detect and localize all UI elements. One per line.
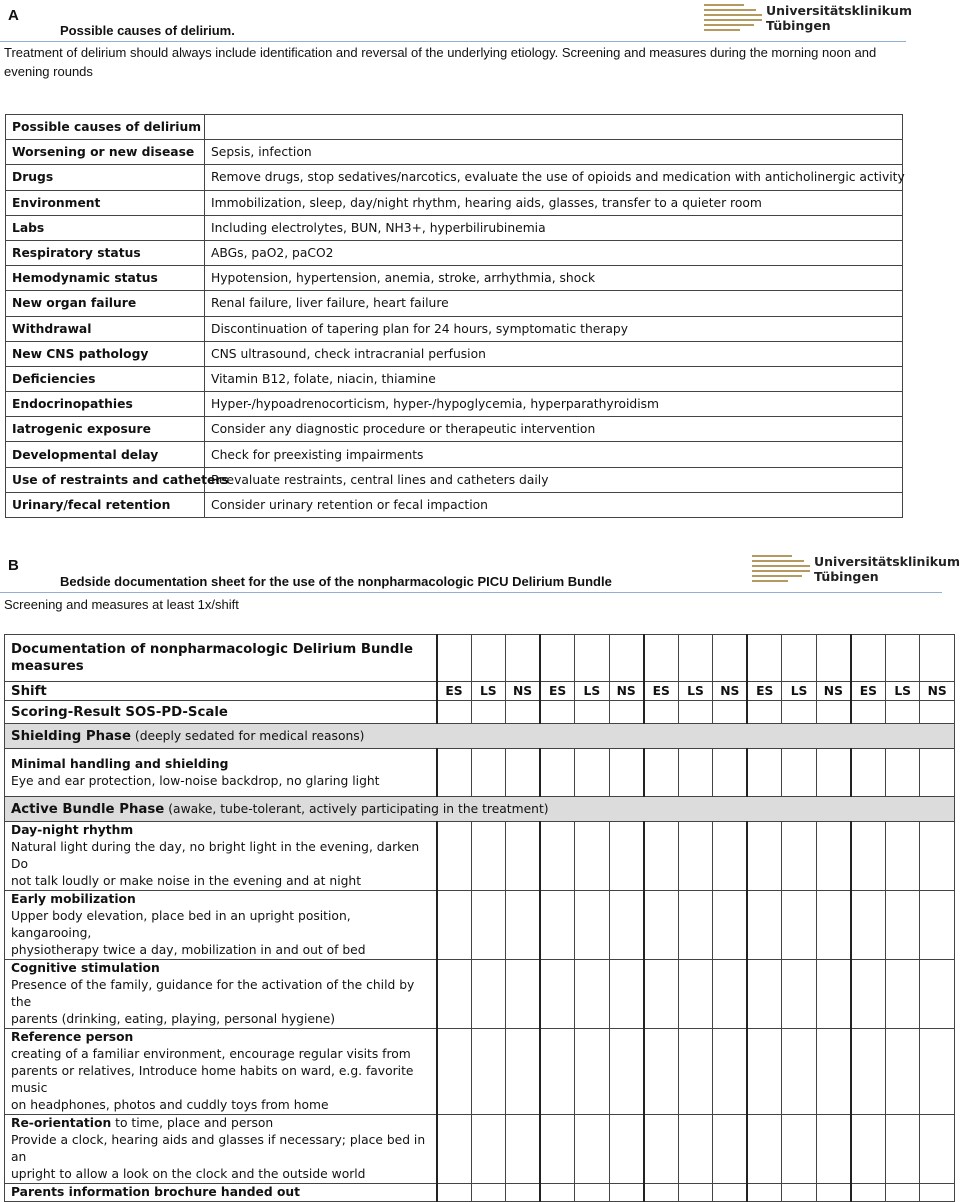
phase-note: (deeply sedated for medical reasons) [134, 728, 365, 743]
bundle-item-name: Minimal handling and shielding [11, 756, 229, 771]
checkbox-cell[interactable] [713, 1115, 748, 1184]
shift-label: LS [678, 682, 713, 701]
checkbox-cell[interactable] [851, 1184, 886, 1202]
checkbox-cell[interactable] [816, 822, 851, 891]
checkbox-cell[interactable] [471, 635, 506, 682]
checkbox-cell[interactable] [540, 822, 575, 891]
bundle-item-row [5, 960, 955, 1029]
shift-label: NS [816, 682, 851, 701]
checkbox-cell[interactable] [747, 701, 782, 724]
active-phase-header [5, 797, 955, 822]
bundle-item-desc-line: parents or relatives, Introduce home habits on ward, e.g. favorite music [11, 1064, 414, 1095]
bundle-item-desc-line: upright to allow a look on the clock and the outside world [11, 1167, 366, 1181]
shift-label: NS [506, 682, 541, 701]
panel-a-title: Possible causes of delirium. [60, 23, 235, 38]
measure-cell: Discontinuation of tapering plan for 24 hours, symptomatic therapy [205, 316, 903, 341]
measure-cell: Remove drugs, stop sedatives/narcotics, evaluate the use of opioids and medication with anticholinergic activity [205, 165, 903, 190]
checkbox-cell[interactable] [471, 960, 506, 1029]
table-row [6, 140, 903, 165]
checkbox-cell[interactable] [437, 635, 472, 682]
checkbox-cell[interactable] [609, 822, 644, 891]
checkbox-cell[interactable] [575, 822, 610, 891]
checkbox-cell[interactable] [713, 1184, 748, 1202]
checkbox-cell[interactable] [575, 701, 610, 724]
logo-b-line2: Tübingen [814, 569, 879, 584]
checkbox-cell[interactable] [782, 635, 817, 682]
phase-row [5, 797, 955, 822]
table-row [6, 215, 903, 240]
table-row [6, 190, 903, 215]
checkbox-cell[interactable] [644, 1184, 679, 1202]
table-row [6, 417, 903, 442]
checkbox-cell[interactable] [644, 1029, 679, 1115]
bundle-item-title [11, 960, 430, 977]
table-row [6, 366, 903, 391]
cause-cell: Use of restraints and catheters [6, 467, 205, 492]
cause-cell: Environment [6, 190, 205, 215]
measure-cell: Hyper-/hypoadrenocorticism, hyper-/hypoglycemia, hyperparathyroidism [205, 392, 903, 417]
shift-label: NS [713, 682, 748, 701]
cause-cell: Developmental delay [6, 442, 205, 467]
checkbox-cell[interactable] [609, 749, 644, 797]
shift-label: ES [540, 682, 575, 701]
checkbox-cell[interactable] [713, 960, 748, 1029]
checkbox-cell[interactable] [782, 1184, 817, 1202]
checkbox-cell[interactable] [747, 891, 782, 960]
checkbox-cell[interactable] [437, 1184, 472, 1202]
bundle-item-title [11, 1029, 430, 1046]
shift-label: LS [471, 682, 506, 701]
checkbox-cell[interactable] [920, 960, 955, 1029]
bundle-item-row [5, 749, 955, 797]
shift-label-cell: Shift [5, 682, 437, 701]
cause-cell: Urinary/fecal retention [6, 492, 205, 517]
bundle-item-title [11, 756, 430, 773]
cause-cell: New CNS pathology [6, 341, 205, 366]
checkbox-cell[interactable] [575, 749, 610, 797]
table-row [6, 392, 903, 417]
bundle-item-name: Re-orientation [11, 1116, 112, 1130]
checkbox-cell[interactable] [506, 1029, 541, 1115]
measure-cell: ABGs, paO2, paCO2 [205, 240, 903, 265]
measure-cell: Consider any diagnostic procedure or therapeutic intervention [205, 417, 903, 442]
bundle-item-label [5, 822, 437, 891]
causes-table-header: Possible causes of delirium [6, 115, 205, 140]
shift-label: ES [644, 682, 679, 701]
checkbox-cell[interactable] [678, 1029, 713, 1115]
checkbox-cell[interactable] [540, 960, 575, 1029]
table-row [6, 165, 903, 190]
phase-row [5, 724, 955, 749]
checkbox-cell[interactable] [920, 1115, 955, 1184]
checkbox-cell[interactable] [713, 891, 748, 960]
checkbox-cell[interactable] [437, 891, 472, 960]
bundle-item-label [5, 960, 437, 1029]
checkbox-cell[interactable] [644, 822, 679, 891]
checkbox-cell[interactable] [575, 960, 610, 1029]
checkbox-cell[interactable] [540, 1029, 575, 1115]
checkbox-cell[interactable] [540, 749, 575, 797]
checkbox-cell[interactable] [540, 701, 575, 724]
shift-label: NS [920, 682, 955, 701]
checkbox-cell[interactable] [747, 635, 782, 682]
panel-a-letter: A [8, 7, 19, 24]
checkbox-cell[interactable] [678, 1184, 713, 1202]
bundle-item-desc-line: Natural light during the day, no bright light in the evening, darken Do [11, 840, 420, 871]
checkbox-cell[interactable] [713, 749, 748, 797]
checkbox-cell[interactable] [644, 960, 679, 1029]
checkbox-cell[interactable] [644, 635, 679, 682]
checkbox-cell[interactable] [816, 960, 851, 1029]
checkbox-cell[interactable] [437, 822, 472, 891]
bundle-table-title: Documentation of nonpharmacologic Delirium Bundle measures [5, 635, 437, 682]
checkbox-cell[interactable] [609, 1029, 644, 1115]
checkbox-cell[interactable] [506, 701, 541, 724]
checkbox-cell[interactable] [747, 1029, 782, 1115]
checkbox-cell[interactable] [575, 635, 610, 682]
cause-cell: Withdrawal [6, 316, 205, 341]
checkbox-cell[interactable] [816, 1184, 851, 1202]
checkbox-cell[interactable] [782, 749, 817, 797]
cause-cell: Respiratory status [6, 240, 205, 265]
checkbox-cell[interactable] [816, 749, 851, 797]
logo-a-line2: Tübingen [766, 18, 831, 33]
checkbox-cell[interactable] [471, 749, 506, 797]
table-row [6, 291, 903, 316]
bundle-item-row [5, 1115, 955, 1184]
checkbox-cell[interactable] [437, 701, 472, 724]
checkbox-cell[interactable] [747, 1115, 782, 1184]
checkbox-cell[interactable] [747, 960, 782, 1029]
cause-cell: Iatrogenic exposure [6, 417, 205, 442]
checkbox-cell[interactable] [713, 822, 748, 891]
bundle-item-row [5, 891, 955, 960]
table-row [6, 341, 903, 366]
bundle-item-name: Early mobilization [11, 892, 136, 906]
measure-cell: Vitamin B12, folate, niacin, thiamine [205, 366, 903, 391]
checkbox-cell[interactable] [471, 822, 506, 891]
measure-cell: Hypotension, hypertension, anemia, stroke, arrhythmia, shock [205, 266, 903, 291]
checkbox-cell[interactable] [506, 1184, 541, 1202]
checkbox-cell[interactable] [816, 635, 851, 682]
shift-label: NS [609, 682, 644, 701]
checkbox-cell[interactable] [713, 1029, 748, 1115]
causes-table-header-row [6, 115, 903, 140]
logo-a-line1: Universitätsklinikum [766, 3, 912, 18]
checkbox-cell[interactable] [678, 701, 713, 724]
checkbox-cell[interactable] [506, 822, 541, 891]
checkbox-cell[interactable] [644, 1115, 679, 1184]
checkbox-cell[interactable] [471, 1115, 506, 1184]
checkbox-cell[interactable] [678, 635, 713, 682]
checkbox-cell[interactable] [471, 1029, 506, 1115]
bundle-item-name: Reference person [11, 1030, 134, 1044]
checkbox-cell[interactable] [885, 1184, 920, 1202]
checkbox-cell[interactable] [885, 635, 920, 682]
checkbox-cell[interactable] [575, 891, 610, 960]
phase-name: Active Bundle Phase [11, 801, 165, 817]
checkbox-cell[interactable] [609, 635, 644, 682]
checkbox-cell[interactable] [920, 891, 955, 960]
shift-label: ES [851, 682, 886, 701]
checkbox-cell[interactable] [540, 891, 575, 960]
checkbox-cell[interactable] [851, 1029, 886, 1115]
checkbox-cell[interactable] [885, 701, 920, 724]
causes-table [5, 114, 903, 518]
checkbox-cell[interactable] [920, 701, 955, 724]
checkbox-cell[interactable] [678, 1115, 713, 1184]
bundle-item-title [11, 1115, 430, 1132]
panel-b-title: Bedside documentation sheet for the use of the nonpharmacologic PICU Delirium Bundle [60, 574, 612, 589]
bundle-item-label [5, 749, 437, 797]
checkbox-cell[interactable] [506, 749, 541, 797]
shielding-phase-header [5, 724, 955, 749]
checkbox-cell[interactable] [471, 1184, 506, 1202]
checkbox-cell[interactable] [506, 1115, 541, 1184]
checkbox-cell[interactable] [609, 960, 644, 1029]
checkbox-cell[interactable] [678, 960, 713, 1029]
table-row [6, 240, 903, 265]
checkbox-cell[interactable] [644, 891, 679, 960]
checkbox-cell[interactable] [506, 960, 541, 1029]
logo-b-line1: Universitätsklinikum [814, 554, 960, 569]
panel-a-rule [0, 41, 906, 42]
shift-label: LS [782, 682, 817, 701]
shift-label: ES [437, 682, 472, 701]
brochure-label: Parents information brochure handed out [5, 1184, 437, 1202]
bundle-item-title [11, 891, 430, 908]
checkbox-cell[interactable] [540, 1184, 575, 1202]
checkbox-cell[interactable] [437, 1029, 472, 1115]
cause-cell: Labs [6, 215, 205, 240]
checkbox-cell[interactable] [782, 1029, 817, 1115]
cause-cell: Endocrinopathies [6, 392, 205, 417]
checkbox-cell[interactable] [851, 701, 886, 724]
scoring-label: Scoring-Result SOS-PD-Scale [5, 701, 437, 724]
checkbox-cell[interactable] [851, 749, 886, 797]
bundle-item-row [5, 822, 955, 891]
checkbox-cell[interactable] [920, 749, 955, 797]
panel-b-letter: B [8, 557, 19, 574]
bundle-item-name: Day-night rhythm [11, 823, 134, 837]
bundle-item-desc-line: on headphones, photos and cuddly toys from home [11, 1098, 329, 1112]
cause-cell: New organ failure [6, 291, 205, 316]
bundle-item-name: Cognitive stimulation [11, 961, 160, 975]
shift-label: LS [575, 682, 610, 701]
bundle-item-desc-line: Presence of the family, guidance for the activation of the child by the [11, 978, 415, 1009]
shift-row [5, 682, 955, 701]
checkbox-cell[interactable] [437, 749, 472, 797]
cause-cell: Hemodynamic status [6, 266, 205, 291]
checkbox-cell[interactable] [575, 1184, 610, 1202]
measure-cell: Sepsis, infection [205, 140, 903, 165]
checkbox-cell[interactable] [471, 891, 506, 960]
checkbox-cell[interactable] [713, 635, 748, 682]
phase-name: Shielding Phase [11, 728, 131, 744]
checkbox-cell[interactable] [885, 749, 920, 797]
checkbox-cell[interactable] [540, 635, 575, 682]
checkbox-cell[interactable] [540, 1115, 575, 1184]
bundle-item-desc-line: Eye and ear protection, low-noise backdrop, no glaring light [11, 773, 380, 788]
measure-cell: Reevaluate restraints, central lines and catheters daily [205, 467, 903, 492]
phase-note: (awake, tube-tolerant, actively participating in the treatment) [168, 801, 549, 816]
checkbox-cell[interactable] [609, 701, 644, 724]
checkbox-cell[interactable] [782, 960, 817, 1029]
checkbox-cell[interactable] [782, 822, 817, 891]
panel-b-intro: Screening and measures at least 1x/shift [4, 597, 239, 612]
bundle-title-row [5, 635, 955, 682]
checkbox-cell[interactable] [816, 701, 851, 724]
measure-cell: Check for preexisting impairments [205, 442, 903, 467]
checkbox-cell[interactable] [885, 1029, 920, 1115]
checkbox-cell[interactable] [885, 960, 920, 1029]
checkbox-cell[interactable] [885, 891, 920, 960]
bundle-item-label [5, 891, 437, 960]
scoring-row [5, 701, 955, 724]
table-row [6, 467, 903, 492]
bundle-item-label [5, 1029, 437, 1115]
checkbox-cell[interactable] [920, 822, 955, 891]
checkbox-cell[interactable] [644, 749, 679, 797]
bundle-item-desc-line: physiotherapy twice a day, mobilization in and out of bed [11, 943, 366, 957]
logo-b [752, 553, 960, 585]
checkbox-cell[interactable] [851, 891, 886, 960]
bundle-item-label [5, 1115, 437, 1184]
checkbox-cell[interactable] [816, 1115, 851, 1184]
bundle-item-desc-line: creating of a familiar environment, encourage regular visits from [11, 1047, 411, 1061]
checkbox-cell[interactable] [644, 701, 679, 724]
checkbox-cell[interactable] [920, 1029, 955, 1115]
checkbox-cell[interactable] [782, 891, 817, 960]
table-row [6, 316, 903, 341]
checkbox-cell[interactable] [747, 822, 782, 891]
checkbox-cell[interactable] [816, 1029, 851, 1115]
checkbox-cell[interactable] [506, 891, 541, 960]
checkbox-cell[interactable] [782, 701, 817, 724]
university-logo-icon [704, 2, 762, 34]
measure-cell: CNS ultrasound, check intracranial perfusion [205, 341, 903, 366]
checkbox-cell[interactable] [920, 1184, 955, 1202]
table-row [6, 442, 903, 467]
brochure-row [5, 1184, 955, 1202]
bundle-item-title [11, 822, 430, 839]
bundle-table [4, 634, 955, 1202]
panel-b-rule [0, 592, 942, 593]
checkbox-cell[interactable] [609, 1115, 644, 1184]
cause-cell: Deficiencies [6, 366, 205, 391]
checkbox-cell[interactable] [609, 1184, 644, 1202]
checkbox-cell[interactable] [851, 635, 886, 682]
checkbox-cell[interactable] [747, 749, 782, 797]
checkbox-cell[interactable] [609, 891, 644, 960]
checkbox-cell[interactable] [885, 1115, 920, 1184]
table-row [6, 266, 903, 291]
shift-label: ES [747, 682, 782, 701]
checkbox-cell[interactable] [851, 822, 886, 891]
checkbox-cell[interactable] [747, 1184, 782, 1202]
checkbox-cell[interactable] [920, 635, 955, 682]
checkbox-cell[interactable] [678, 749, 713, 797]
panel-a-intro: Treatment of delirium should always include identification and reversal of the underlying etiology. Screening and measures during the morning noon and evening rounds [4, 45, 877, 79]
shift-label: LS [885, 682, 920, 701]
measure-cell: Immobilization, sleep, day/night rhythm, hearing aids, glasses, transfer to a quieter room [205, 190, 903, 215]
university-logo-icon [752, 553, 810, 585]
checkbox-cell[interactable] [885, 822, 920, 891]
checkbox-cell[interactable] [816, 891, 851, 960]
checkbox-cell[interactable] [506, 635, 541, 682]
measure-cell: Consider urinary retention or fecal impaction [205, 492, 903, 517]
bundle-item-name-suffix: to time, place and person [111, 1116, 274, 1130]
table-row [6, 492, 903, 517]
checkbox-cell[interactable] [437, 1115, 472, 1184]
checkbox-cell[interactable] [437, 960, 472, 1029]
checkbox-cell[interactable] [782, 1115, 817, 1184]
checkbox-cell[interactable] [471, 701, 506, 724]
logo-a [704, 2, 912, 34]
checkbox-cell[interactable] [713, 701, 748, 724]
checkbox-cell[interactable] [678, 822, 713, 891]
measure-cell: Including electrolytes, BUN, NH3+, hyperbilirubinemia [205, 215, 903, 240]
checkbox-cell[interactable] [851, 1115, 886, 1184]
measure-cell: Renal failure, liver failure, heart failure [205, 291, 903, 316]
bundle-item-desc-line: Upper body elevation, place bed in an upright position, kangarooing, [11, 909, 351, 940]
bundle-item-desc-line: not talk loudly or make noise in the evening and at night [11, 874, 362, 888]
cause-cell: Worsening or new disease [6, 140, 205, 165]
causes-table-header-empty [205, 115, 903, 140]
checkbox-cell[interactable] [575, 1115, 610, 1184]
bundle-item-desc-line: parents (drinking, eating, playing, personal hygiene) [11, 1012, 336, 1026]
checkbox-cell[interactable] [678, 891, 713, 960]
checkbox-cell[interactable] [851, 960, 886, 1029]
bundle-item-desc-line: Provide a clock, hearing aids and glasses if necessary; place bed in an [11, 1133, 426, 1164]
cause-cell: Drugs [6, 165, 205, 190]
bundle-item-row [5, 1029, 955, 1115]
checkbox-cell[interactable] [575, 1029, 610, 1115]
